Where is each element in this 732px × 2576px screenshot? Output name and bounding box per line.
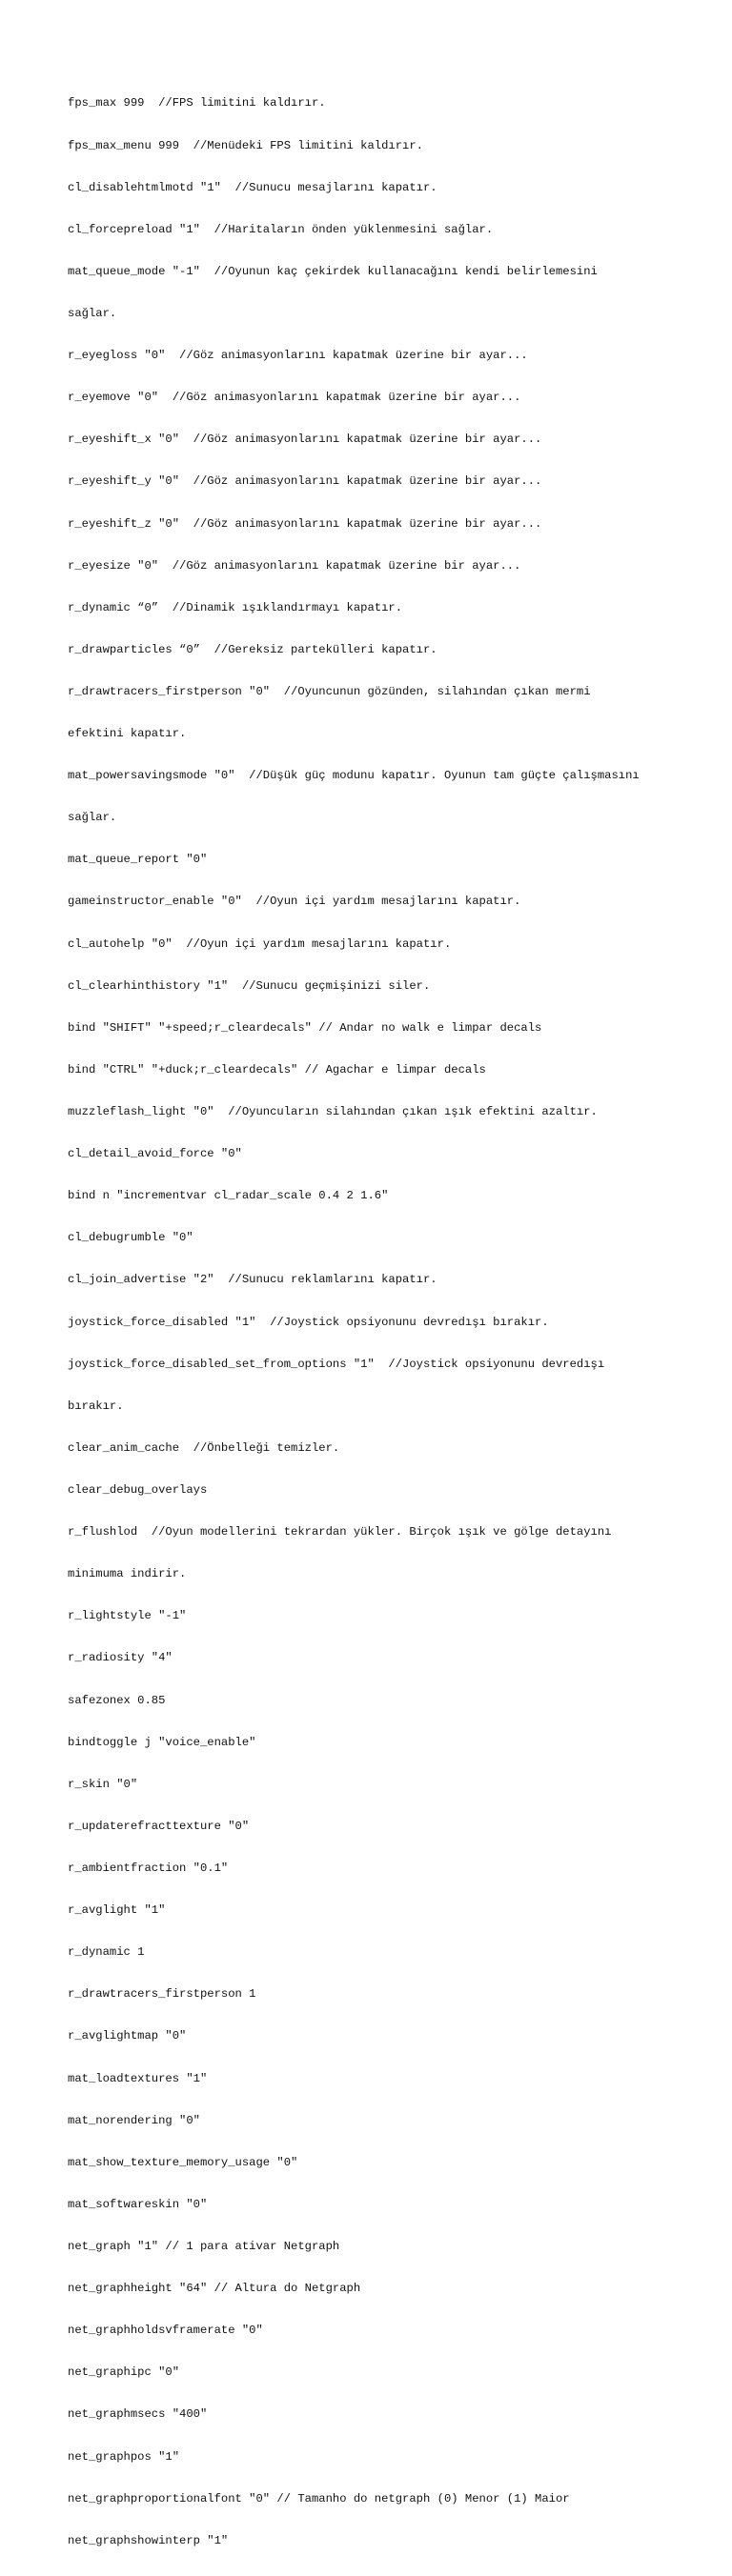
config-line: sağlar. [68,306,117,320]
config-line: r_drawtracers_firstperson "0" //Oyuncunun gözünden, silahından çıkan mermi [68,684,591,698]
config-line: cl_clearhinthistory "1" //Sunucu geçmişinizi siler. [68,978,431,993]
config-line: r_ambientfraction "0.1" [68,1862,229,1875]
config-line: bırakır. [68,1399,124,1413]
config-line: r_eyeshift_y "0" //Göz animasyonlarını kapatmak üzerine bir ayar... [68,474,542,489]
config-line: r_radiosity "4" [68,1651,173,1665]
config-line: bind "SHIFT" "+speed;r_cleardecals" // Andar no walk e limpar decals [68,1020,542,1035]
config-line: r_updaterefracttexture "0" [68,1819,250,1833]
config-line: cl_forcepreload "1" //Haritaların önden yüklenmesini sağlar. [68,222,494,236]
config-line: bindtoggle j "voice_enable" [68,1735,256,1749]
config-line: net_graphipc "0" [68,2365,180,2380]
config-line: cl_detail_avoid_force "0" [68,1147,242,1161]
config-line: joystick_force_disabled "1" //Joystick opsiyonunu devredışı bırakır. [68,1315,549,1329]
config-line: mat_softwareskin "0" [68,2197,208,2211]
config-line: fps_max 999 //FPS limitini kaldırır. [68,96,326,111]
config-line: muzzleflash_light "0" //Oyuncuların silahından çıkan ışık efektini azaltır. [68,1105,598,1119]
config-line: mat_powersavingsmode "0" //Düşük güç modunu kapatır. Oyunun tam güçte çalışmasını [68,769,640,783]
config-line: cl_disablehtmlmotd "1" //Sunucu mesajlarını kapatır. [68,180,437,194]
config-line: net_graphmsecs "400" [68,2407,208,2422]
config-line: mat_queue_report "0" [68,853,208,867]
config-line: clear_debug_overlays [68,1483,208,1498]
config-line: r_drawparticles “0” //Gereksiz partekülleri kapatır. [68,642,437,656]
config-line: r_drawtracers_firstperson 1 [68,1987,256,2002]
config-line: r_dynamic 1 [68,1945,145,1960]
config-line: net_graphproportionalfont "0" // Tamanho do netgraph (0) Menor (1) Maior [68,2491,570,2506]
config-line: net_graphholdsvframerate "0" [68,2324,263,2338]
config-line: cl_join_advertise "2" //Sunucu reklamlarını kapatır. [68,1273,437,1287]
config-line: mat_loadtextures "1" [68,2071,208,2085]
config-line: r_avglightmap "0" [68,2029,187,2043]
config-line: mat_queue_mode "-1" //Oyunun kaç çekirdek kullanacağını kendi belirlemesini [68,264,598,278]
config-line: r_lightstyle "-1" [68,1609,187,1623]
config-line: efektini kapatır. [68,727,187,741]
config-line: net_graph "1" // 1 para ativar Netgraph [68,2239,340,2253]
config-line: r_avglight "1" [68,1903,166,1918]
config-line: gameinstructor_enable "0" //Oyun içi yardım mesajlarını kapatır. [68,895,521,909]
config-line: cl_debugrumble "0" [68,1231,193,1245]
config-line: clear_anim_cache //Önbelleği temizler. [68,1440,340,1455]
config-line: r_eyesize "0" //Göz animasyonlarını kapatmak üzerine bir ayar... [68,558,521,573]
config-line: r_dynamic “0” //Dinamik ışıklandırmayı kapatır. [68,600,403,614]
config-line: net_graphheight "64" // Altura do Netgraph [68,2282,361,2296]
config-line: minimuma indirir. [68,1567,187,1581]
config-line: r_eyeshift_x "0" //Göz animasyonlarını kapatmak üzerine bir ayar... [68,433,542,447]
config-line: r_eyegloss "0" //Göz animasyonlarını kapatmak üzerine bir ayar... [68,349,528,363]
config-line: r_flushlod //Oyun modellerini tekrardan yükler. Birçok ışık ve gölge detayını [68,1525,612,1540]
config-line: r_eyeshift_z "0" //Göz animasyonlarını kapatmak üzerine bir ayar... [68,516,542,531]
config-line: sağlar. [68,811,117,825]
config-line: cl_autohelp "0" //Oyun içi yardım mesajlarını kapatır. [68,936,452,951]
config-line: r_eyemove "0" //Göz animasyonlarını kapatmak üzerine bir ayar... [68,391,521,405]
config-line: mat_show_texture_memory_usage "0" [68,2155,298,2169]
config-line: safezonex 0.85 [68,1693,166,1707]
config-line: r_skin "0" [68,1777,138,1791]
config-line: bind n "incrementvar cl_radar_scale 0.4 2 1.6" [68,1189,389,1203]
config-line: net_graphpos "1" [68,2449,180,2464]
config-text-block [68,69,678,2576]
config-line: joystick_force_disabled_set_from_options "1" //Joystick opsiyonunu devredışı [68,1357,605,1371]
config-line: net_graphshowinterp "1" [68,2533,229,2547]
config-line: mat_norendering "0" [68,2113,200,2127]
config-line: bind "CTRL" "+duck;r_cleardecals" // Agachar e limpar decals [68,1062,486,1077]
config-line: fps_max_menu 999 //Menüdeki FPS limitini kaldırır. [68,138,423,152]
